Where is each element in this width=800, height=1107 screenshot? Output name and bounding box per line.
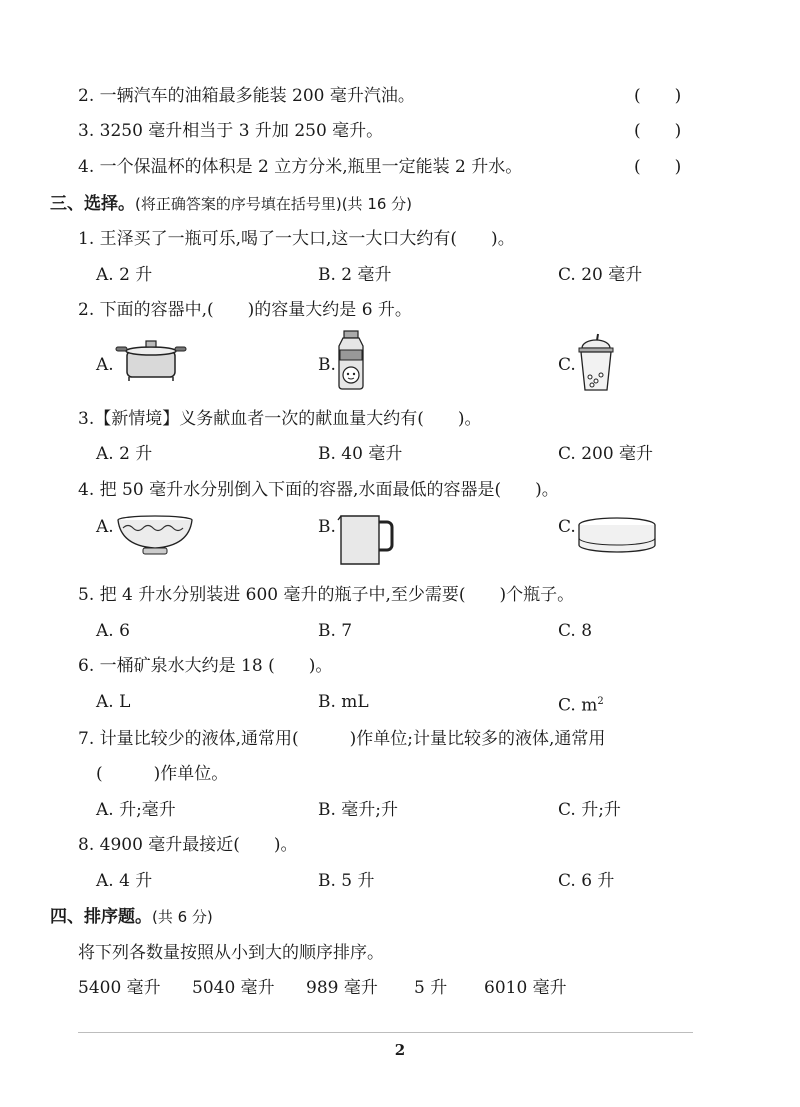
section-3-note: (将正确答案的序号填在括号里)(共 16 分) xyxy=(135,195,413,213)
bowl-icon xyxy=(115,514,195,556)
section-4-note: (共 6 分) xyxy=(152,908,213,926)
q5-option-a[interactable]: A. 6 xyxy=(96,621,130,641)
judge-item-3: 3. 3250 毫升相当于 3 升加 250 毫升。 xyxy=(78,121,384,141)
q6-option-c[interactable] xyxy=(558,691,604,717)
quantity-4: 5 升 xyxy=(414,978,448,998)
q6-option-c-exponent: 2 xyxy=(597,696,604,707)
section-3-heading xyxy=(50,193,412,215)
q1-option-b[interactable]: B. 2 毫升 xyxy=(318,265,392,285)
round-dish-icon xyxy=(577,516,657,556)
question-8: 8. 4900 毫升最接近( )。 xyxy=(78,835,298,855)
quantity-3: 989 毫升 xyxy=(306,978,378,998)
q8-option-a[interactable]: A. 4 升 xyxy=(96,871,153,891)
q7-option-c[interactable]: C. 升;升 xyxy=(558,800,621,820)
q2-option-b[interactable]: B. xyxy=(318,355,336,375)
q8-option-c[interactable]: C. 6 升 xyxy=(558,871,615,891)
q7-option-a[interactable]: A. 升;毫升 xyxy=(96,800,176,820)
q3-option-b[interactable]: B. 40 毫升 xyxy=(318,444,403,464)
section-4-instruction: 将下列各数量按照从小到大的顺序排序。 xyxy=(78,943,384,963)
q7-option-b[interactable]: B. 毫升;升 xyxy=(318,800,399,820)
q6-option-a[interactable]: A. L xyxy=(96,692,131,712)
answer-blank-2[interactable]: ( ) xyxy=(634,86,682,106)
question-6: 6. 一桶矿泉水大约是 18 ( )。 xyxy=(78,656,333,676)
q5-option-b[interactable]: B. 7 xyxy=(318,621,353,641)
section-4-title: 四、排序题。 xyxy=(50,907,152,927)
answer-blank-3[interactable]: ( ) xyxy=(634,121,682,141)
quantity-2: 5040 毫升 xyxy=(192,978,275,998)
question-4: 4. 把 50 毫升水分别倒入下面的容器,水面最低的容器是( )。 xyxy=(78,480,559,500)
drink-bottle-icon xyxy=(333,330,369,390)
q8-option-b[interactable]: B. 5 升 xyxy=(318,871,375,891)
q6-option-c-label: C. m xyxy=(558,695,598,716)
quantity-5: 6010 毫升 xyxy=(484,978,567,998)
quantity-1: 5400 毫升 xyxy=(78,978,161,998)
q1-option-c[interactable]: C. 20 毫升 xyxy=(558,265,643,285)
measuring-jug-icon xyxy=(337,514,395,566)
q6-option-b[interactable]: B. mL xyxy=(318,692,369,712)
footer-divider xyxy=(78,1032,693,1033)
q4-option-c[interactable]: C. xyxy=(558,517,576,537)
q1-option-a[interactable]: A. 2 升 xyxy=(96,265,153,285)
question-7-cont: ( )作单位。 xyxy=(96,764,229,784)
judge-item-4: 4. 一个保温杯的体积是 2 立方分米,瓶里一定能装 2 升水。 xyxy=(78,157,523,177)
q3-option-a[interactable]: A. 2 升 xyxy=(96,444,153,464)
question-5: 5. 把 4 升水分别装进 600 毫升的瓶子中,至少需要( )个瓶子。 xyxy=(78,585,575,605)
question-3: 3.【新情境】义务献血者一次的献血量大约有( )。 xyxy=(78,409,482,429)
q3-option-c[interactable]: C. 200 毫升 xyxy=(558,444,654,464)
question-1: 1. 王泽买了一瓶可乐,喝了一大口,这一大口大约有( )。 xyxy=(78,229,515,249)
q4-option-a[interactable]: A. xyxy=(96,517,114,537)
q5-option-c[interactable]: C. 8 xyxy=(558,621,593,641)
q4-option-b[interactable]: B. xyxy=(318,517,336,537)
question-7: 7. 计量比较少的液体,通常用( )作单位;计量比较多的液体,通常用 xyxy=(78,729,606,749)
section-4-heading xyxy=(50,906,213,928)
answer-blank-4[interactable]: ( ) xyxy=(634,157,682,177)
bubble-tea-cup-icon xyxy=(576,333,616,393)
section-3-title: 三、选择。 xyxy=(50,194,135,214)
judge-item-2: 2. 一辆汽车的油箱最多能装 200 毫升汽油。 xyxy=(78,86,415,106)
q2-option-c[interactable]: C. xyxy=(558,355,576,375)
pressure-cooker-icon xyxy=(115,333,187,383)
page-number: 2 xyxy=(394,1041,406,1059)
question-2: 2. 下面的容器中,( )的容量大约是 6 升。 xyxy=(78,300,412,320)
q2-option-a[interactable]: A. xyxy=(96,355,114,375)
